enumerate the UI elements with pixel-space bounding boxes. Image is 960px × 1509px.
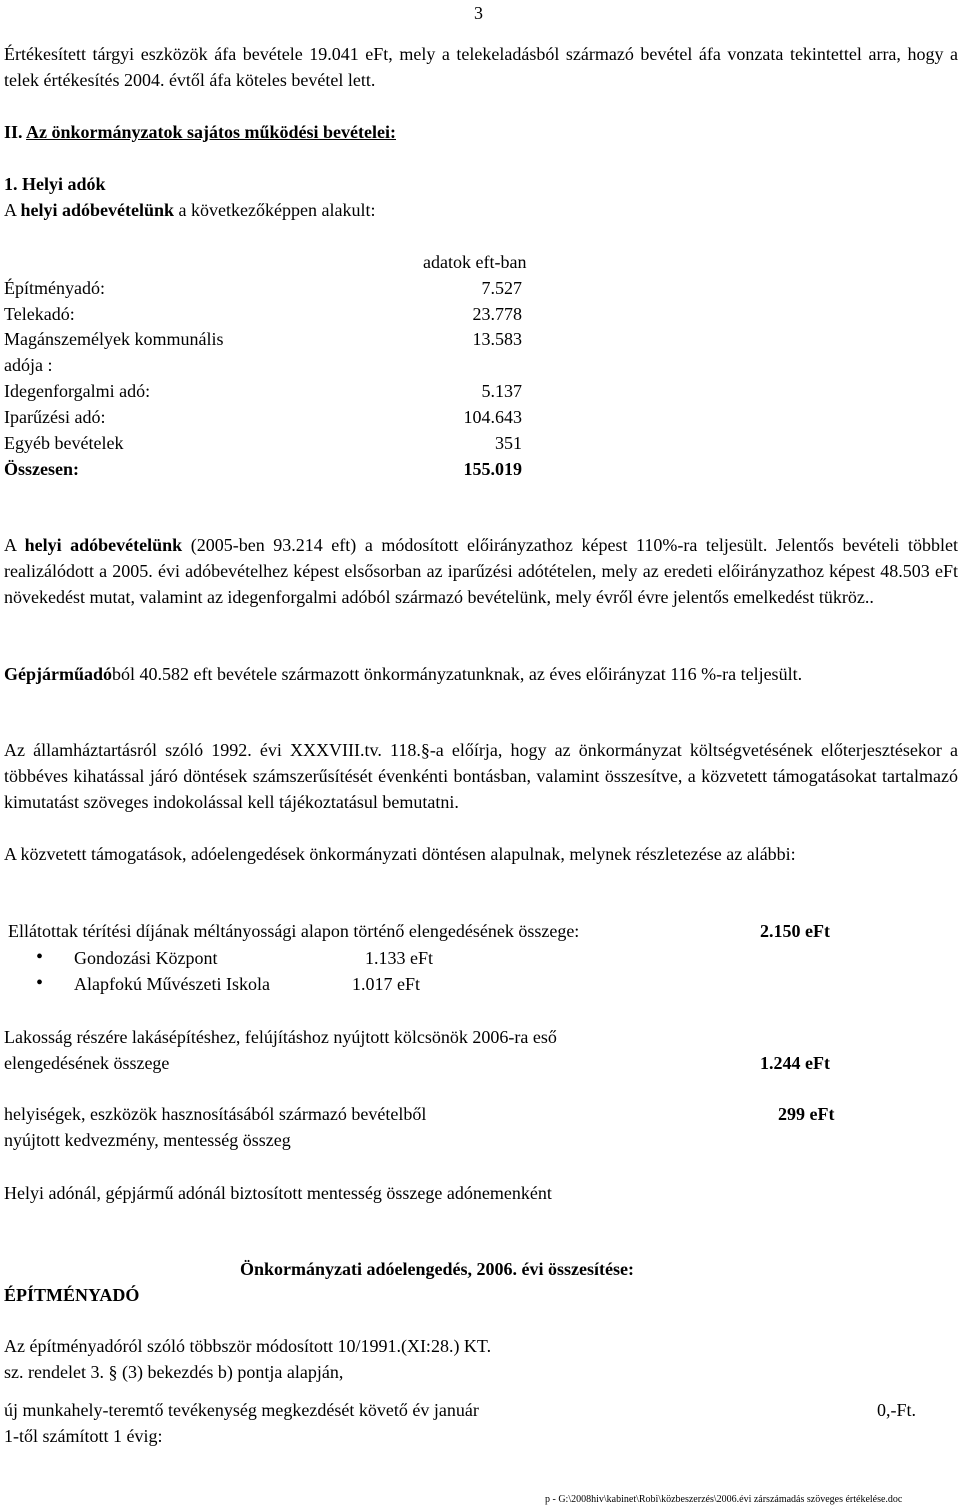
building-tax-line2: sz. rendelet 3. § (3) bekezdés b) pontja alapján,	[4, 1362, 344, 1382]
bullet-icon: •	[36, 946, 44, 968]
fee-item-name: Alapfokú Művészeti Iskola	[74, 974, 270, 994]
local-taxes-intro	[4, 197, 375, 223]
paragraph-rest: (2005-ben 93.214 eft) a módosított előirányzathoz képest 110%-ra teljesült. Jelentős bevételi többlet realizálódott a 2005. évi adóbevételhez képest elsősorban az iparűzési adótételen, mely az eredeti előirányzathoz képest 48.503 eFt növekedést mutat, valamint az idegenforgalmi adóból származó bevételünk, mely évről évre jelentős emelkedést tükröz..	[4, 535, 958, 607]
intro-paragraph: Értékesített tárgyi eszközök áfa bevétele 19.041 eFt, mely a telekeladásból származó bevétel áfa vonzata tekintettel arra, hogy a telek értékesítés 2004. évtől áfa köteles bevétel lett.	[4, 44, 958, 90]
section-title: Az önkormányzatok sajátos működési bevételei:	[26, 122, 397, 142]
vehicle-tax-bold: Gépjárműadó	[4, 664, 112, 684]
tax-row-label: Egyéb bevételek	[4, 433, 124, 453]
tax-row-label: Iparűzési adó:	[4, 407, 106, 427]
tax-total-value: 155.019	[463, 459, 522, 479]
building-tax-amount: 0,-Ft.	[877, 1400, 917, 1420]
tax-row-value: 104.643	[463, 407, 522, 427]
local-taxes-heading-number: 1.	[4, 174, 18, 194]
fee-item-name: Gondozási Központ	[74, 948, 218, 968]
tax-total-label: Összesen:	[4, 459, 79, 479]
loans-amount: 1.244 eFt	[760, 1053, 830, 1073]
premises-line2: nyújtott kedvezmény, mentesség összeg	[4, 1130, 291, 1150]
tax-row-value: 351	[495, 433, 522, 453]
paragraph-bold: helyi adóbevételünk	[24, 535, 183, 555]
loans-line1: Lakosság részére lakásépítéshez, felújításhoz nyújtott kölcsönök 2006-ra eső	[4, 1027, 557, 1047]
intro-prefix: A	[4, 200, 21, 220]
tax-row-label: adója :	[4, 355, 53, 375]
loans-line2: elengedésének összege	[4, 1053, 170, 1073]
tax-row-value: 5.137	[481, 381, 522, 401]
page-number: 3	[474, 3, 483, 23]
exemption-line: Helyi adónál, gépjármű adónál biztosított mentesség összege adónemenként	[4, 1183, 552, 1203]
bullet-icon: •	[36, 972, 44, 994]
local-taxes-heading-title: Helyi adók	[22, 174, 106, 194]
unit-label: adatok eft-ban	[423, 252, 527, 272]
tax-row-value: 7.527	[481, 278, 522, 298]
indirect-support-paragraph: A közvetett támogatások, adóelengedések önkormányzati döntésen alapulnak, melynek részletezése az alábbi:	[4, 844, 796, 864]
premises-amount: 299 eFt	[778, 1104, 835, 1124]
fees-label: Ellátottak térítési díjának méltányossági alapon történő elengedésének összege:	[8, 921, 580, 941]
section-number: II.	[4, 122, 23, 142]
tax-row-label: Telekadó:	[4, 304, 75, 324]
summary-title: Önkormányzati adóelengedés, 2006. évi összesítése:	[240, 1259, 634, 1279]
building-tax-line1: Az építményadóról szóló többször módosított 10/1991.(XI:28.) KT.	[4, 1336, 492, 1356]
vehicle-tax-rest: ból 40.582 eft bevétele származott önkormányzatunknak, az éves előirányzat 116 %-ra teljesült.	[112, 664, 803, 684]
tax-row-label: Idegenforgalmi adó:	[4, 381, 151, 401]
intro-bold: helyi adóbevételünk	[20, 200, 175, 220]
local-taxes-paragraph	[4, 532, 958, 610]
fees-total: 2.150 eFt	[760, 921, 830, 941]
tax-row-label: Építményadó:	[4, 278, 105, 298]
paragraph-prefix: A	[4, 535, 25, 555]
fee-item-amount: 1.133 eFt	[365, 948, 434, 968]
footer-path: p - G:\2008hiv\kabinet\Robi\közbeszerzés\2006.évi zárszámadás szöveges értékelése.doc	[545, 1494, 903, 1505]
fee-item-amount: 1.017 eFt	[352, 974, 421, 994]
building-tax-line4: 1-től számított 1 évig:	[4, 1426, 163, 1446]
vehicle-tax-paragraph	[4, 661, 958, 687]
section-heading	[4, 119, 396, 145]
building-tax-line3: új munkahely-teremtő tevékenység megkezdését követő év január	[4, 1400, 479, 1420]
tax-row-value: 23.778	[472, 304, 522, 324]
local-taxes-heading	[4, 171, 106, 197]
tax-row-label: Magánszemélyek kommunális	[4, 329, 224, 349]
premises-line1: helyiségek, eszközök hasznosításából származó bevételből	[4, 1104, 427, 1124]
intro-suffix: a következőképpen alakult:	[174, 200, 376, 220]
tax-row-value: 13.583	[472, 329, 522, 349]
law-paragraph: Az államháztartásról szóló 1992. évi XXXVIII.tv. 118.§-a előírja, hogy az önkormányzat költségvetésének előterjesztésekor a többéves kihatással járó döntések számszerűsítését évenkénti bontásban, valamint összesítve, a közvetett támogatásokat tartalmazó kimutatást szöveges indokolással kell tájékoztatásul bemutatni.	[4, 740, 958, 812]
building-tax-heading: ÉPÍTMÉNYADÓ	[4, 1285, 140, 1305]
